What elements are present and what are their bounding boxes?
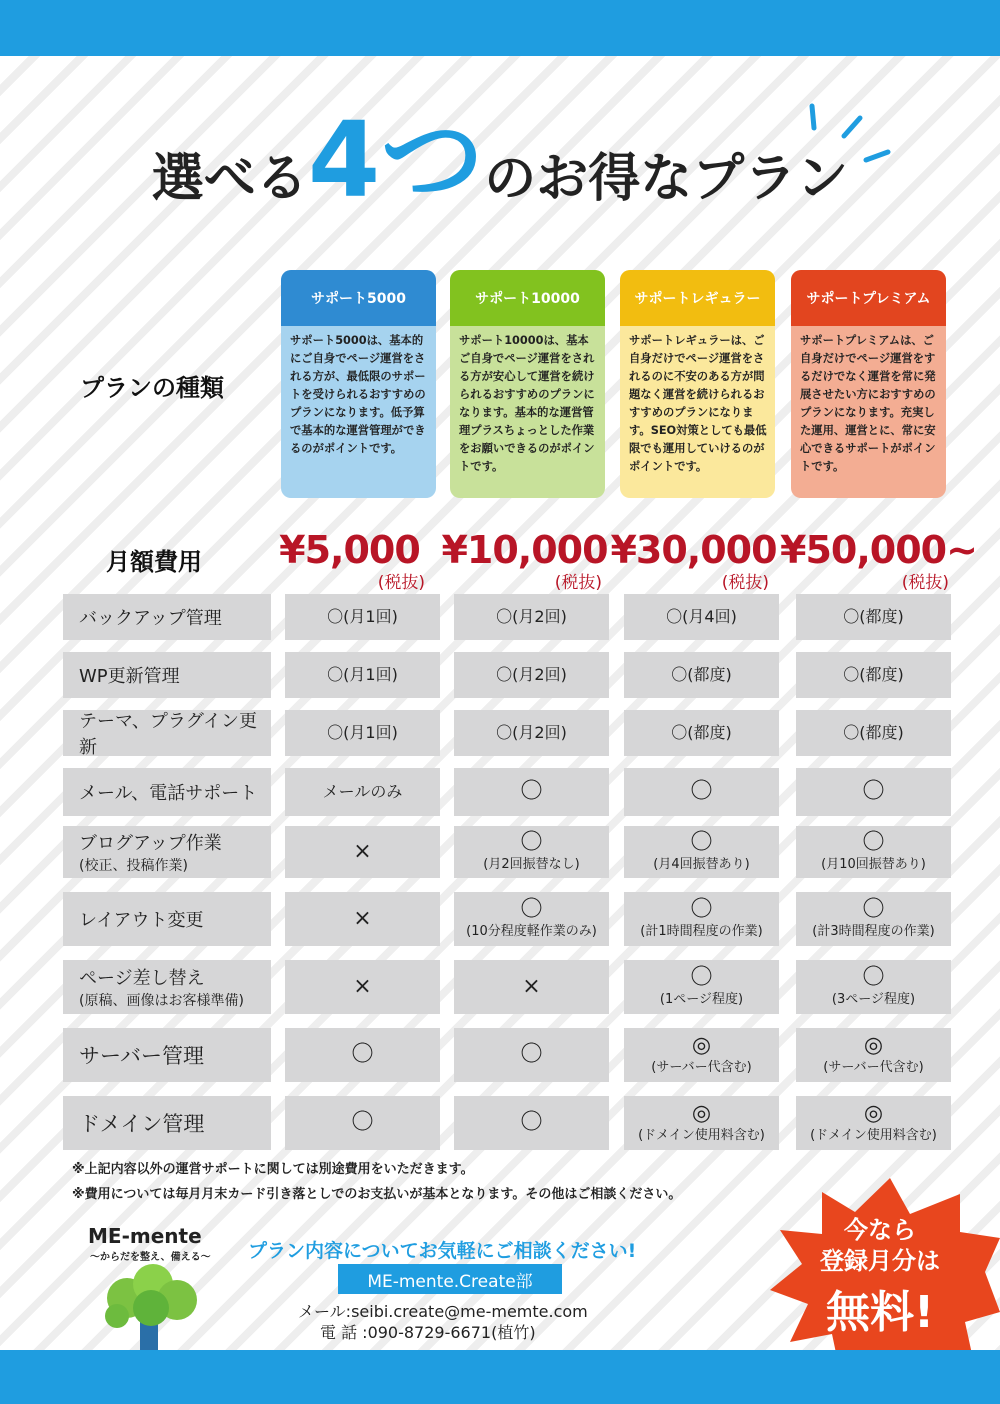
dept-badge: ME-mente.Create部 [338, 1264, 562, 1294]
feature-cell [454, 710, 609, 756]
plan-price [780, 528, 977, 593]
feature-cell [285, 652, 440, 698]
feature-row-label [63, 892, 271, 946]
feature-cell [624, 594, 779, 640]
availability-mark: 〇 [690, 830, 713, 855]
availability-mark: × [353, 906, 372, 931]
availability-text: 〇(都度) [843, 665, 904, 684]
availability-note: (月4回振替あり) [653, 857, 750, 872]
availability-mark: 〇 [862, 830, 885, 855]
plan-description: サポート10000は、基本ご自身でページ運営をされる方が安心して運営を続けられるおすすめのプランになります。基本的な運営管理プラスちょっとした作業をお願いできるのがポイントです。 [459, 334, 595, 473]
price-tax-note: (税抜) [901, 573, 949, 593]
feature-name: WP更新管理 [79, 666, 180, 687]
feature-cell [454, 652, 609, 698]
availability-mark: 〇 [520, 897, 543, 922]
availability-text: 〇(月4回) [666, 607, 737, 626]
feature-cell [624, 652, 779, 698]
feature-cell [454, 826, 609, 878]
feature-cell [796, 1028, 951, 1082]
plan-card [791, 270, 946, 498]
plan-price [606, 528, 781, 593]
feature-cell [796, 710, 951, 756]
feature-cell [796, 652, 951, 698]
availability-mark: 〇 [351, 1042, 374, 1067]
contact-phone[interactable]: 電 話 :090-8729-6671(植竹) [320, 1323, 536, 1342]
bottom-bar [0, 1350, 1000, 1404]
title-number: 4つ [307, 99, 485, 221]
availability-text: 〇(都度) [671, 723, 732, 742]
feature-cell [285, 826, 440, 878]
feature-cell [454, 594, 609, 640]
feature-row-label [63, 594, 271, 640]
feature-cell [454, 1028, 609, 1082]
availability-note: (ドメイン使用料含む) [638, 1128, 765, 1143]
feature-subnote: (校正、投稿作業) [79, 858, 188, 874]
monthly-fee-label: 月額費用 [106, 548, 202, 576]
price-tax-note: (税抜) [554, 573, 602, 593]
plan-description: サポートレギュラーは、ご自身だけでページ運営をされるのに不安のある方が問題なく運営を続けられるおすすめのプランになります。SEO対策としても最低限でも運用していけるのがポイントです。 [629, 334, 767, 473]
feature-cell [624, 960, 779, 1014]
promo-line-1: 今なら [844, 1216, 916, 1244]
feature-name: メール、電話サポート [79, 783, 258, 804]
logo-name: ME-mente [88, 1224, 202, 1248]
feature-name: ページ差し替え [79, 968, 205, 989]
availability-mark: 〇 [351, 1110, 374, 1135]
availability-mark: × [353, 974, 372, 999]
availability-text: 〇(月2回) [496, 665, 567, 684]
plan-card [281, 270, 436, 498]
feature-cell [285, 768, 440, 816]
availability-note: (3ページ程度) [831, 992, 916, 1007]
feature-cell [454, 892, 609, 946]
plan-types-label: プランの種類 [80, 374, 224, 402]
feature-cell [796, 768, 951, 816]
feature-row-label [63, 710, 271, 756]
plan-price [262, 528, 437, 593]
availability-note: (サーバー代含む) [651, 1060, 752, 1075]
feature-cell [454, 960, 609, 1014]
plan-description: サポート5000は、基本的にご自身でページ運営をされる方が、最低限のサポートを受けられるおすすめのプランになります。低予算で基本的な運営管理ができるのがポイントです。 [290, 334, 426, 455]
feature-cell [285, 892, 440, 946]
availability-mark: ◎ [863, 1033, 884, 1058]
availability-note: (計3時間程度の作業) [812, 924, 935, 939]
availability-mark: 〇 [862, 897, 885, 922]
availability-mark: 〇 [862, 779, 885, 804]
price-tax-note: (税抜) [377, 573, 425, 593]
price-amount: ¥5,000 [279, 528, 420, 572]
consult-message: プラン内容についてお気軽にご相談ください! [248, 1240, 637, 1262]
plan-card [620, 270, 775, 498]
feature-cell [285, 1028, 440, 1082]
feature-cell [796, 1096, 951, 1150]
availability-note: (10分程度軽作業のみ) [466, 924, 597, 939]
availability-note: (計1時間程度の作業) [640, 924, 763, 939]
feature-cell [796, 594, 951, 640]
feature-cell [454, 1096, 609, 1150]
feature-cell [796, 892, 951, 946]
note-1: ※上記内容以外の運営サポートに関しては別途費用をいただきます。 [72, 1162, 474, 1177]
availability-mark: 〇 [520, 1042, 543, 1067]
availability-mark: 〇 [690, 779, 713, 804]
feature-row-label [63, 1096, 271, 1150]
feature-row-label [63, 826, 271, 878]
feature-cell [285, 960, 440, 1014]
feature-cell [624, 1096, 779, 1150]
feature-cell [624, 710, 779, 756]
price-tax-note: (税抜) [721, 573, 769, 593]
availability-note: (ドメイン使用料含む) [810, 1128, 937, 1143]
feature-cell [285, 594, 440, 640]
feature-name: サーバー管理 [79, 1044, 204, 1068]
feature-name: ドメイン管理 [79, 1112, 205, 1136]
availability-text: 〇(都度) [843, 723, 904, 742]
availability-note: (サーバー代含む) [823, 1060, 924, 1075]
availability-text: メールのみ [322, 782, 403, 801]
accent-lines-icon [800, 100, 900, 170]
availability-text: 〇(都度) [671, 665, 732, 684]
title-part-1: 選べる [151, 149, 308, 209]
feature-cell [796, 826, 951, 878]
feature-cell [454, 768, 609, 816]
feature-cell [796, 960, 951, 1014]
availability-note: (月2回振替なし) [483, 857, 580, 872]
availability-mark: × [522, 974, 541, 999]
availability-text: 〇(都度) [843, 607, 904, 626]
availability-mark: 〇 [520, 830, 543, 855]
plan-card [450, 270, 605, 498]
feature-subnote: (原稿、画像はお客様準備) [79, 993, 244, 1009]
availability-mark: 〇 [862, 965, 885, 990]
availability-text: 〇(月1回) [327, 665, 398, 684]
title-part-3: のお得なプラン [484, 149, 849, 209]
feature-row-label [63, 960, 271, 1014]
availability-mark: × [353, 839, 372, 864]
price-amount: ¥50,000~ [780, 528, 977, 572]
availability-mark: 〇 [690, 965, 713, 990]
availability-mark: 〇 [520, 779, 543, 804]
feature-name: ブログアップ作業 [79, 833, 222, 854]
feature-cell [624, 892, 779, 946]
feature-cell [285, 1096, 440, 1150]
availability-note: (1ページ程度) [659, 992, 744, 1007]
price-amount: ¥30,000 [610, 528, 777, 572]
promo-line-2: 登録月分は [820, 1247, 940, 1275]
plan-description: サポートプレミアムは、ご自身だけでページ運営をするだけでなく運営を常に発展させたい方におすすめのプランになります。充実した運用、運営とに、常に安心できるサポートがポイントです。 [800, 334, 936, 473]
availability-text: 〇(月1回) [327, 723, 398, 742]
availability-mark: ◎ [691, 1033, 712, 1058]
availability-mark: 〇 [520, 1110, 543, 1135]
price-amount: ¥10,000 [441, 528, 608, 572]
feature-row-label [63, 768, 271, 816]
feature-row-label [63, 652, 271, 698]
feature-cell [624, 826, 779, 878]
availability-mark: ◎ [691, 1101, 712, 1126]
promo-line-3: 無料! [825, 1287, 935, 1338]
contact-mail[interactable]: メール:seibi.create@me-memte.com [298, 1302, 588, 1321]
availability-text: 〇(月2回) [496, 723, 567, 742]
plan-name: サポートレギュラー [620, 270, 775, 326]
feature-cell [285, 710, 440, 756]
availability-text: 〇(月2回) [496, 607, 567, 626]
feature-cell [624, 1028, 779, 1082]
availability-note: (月10回振替あり) [821, 857, 926, 872]
feature-name: バックアップ管理 [79, 608, 222, 629]
note-2: ※費用については毎月月末カード引き落としでのお支払いが基本となります。その他はご相談ください。 [72, 1187, 682, 1202]
logo-tagline: 〜からだを整え、備える〜 [90, 1252, 211, 1263]
plan-name: サポートプレミアム [791, 270, 946, 326]
feature-name: テーマ、プラグイン更新 [79, 711, 258, 758]
plan-name: サポート10000 [450, 270, 605, 326]
availability-text: 〇(月1回) [327, 607, 398, 626]
feature-cell [624, 768, 779, 816]
feature-row-label [63, 1028, 271, 1082]
availability-mark: 〇 [690, 897, 713, 922]
plan-name: サポート5000 [281, 270, 436, 326]
plan-price [437, 528, 612, 593]
feature-name: レイアウト変更 [79, 910, 204, 931]
availability-mark: ◎ [863, 1101, 884, 1126]
top-bar [0, 0, 1000, 56]
